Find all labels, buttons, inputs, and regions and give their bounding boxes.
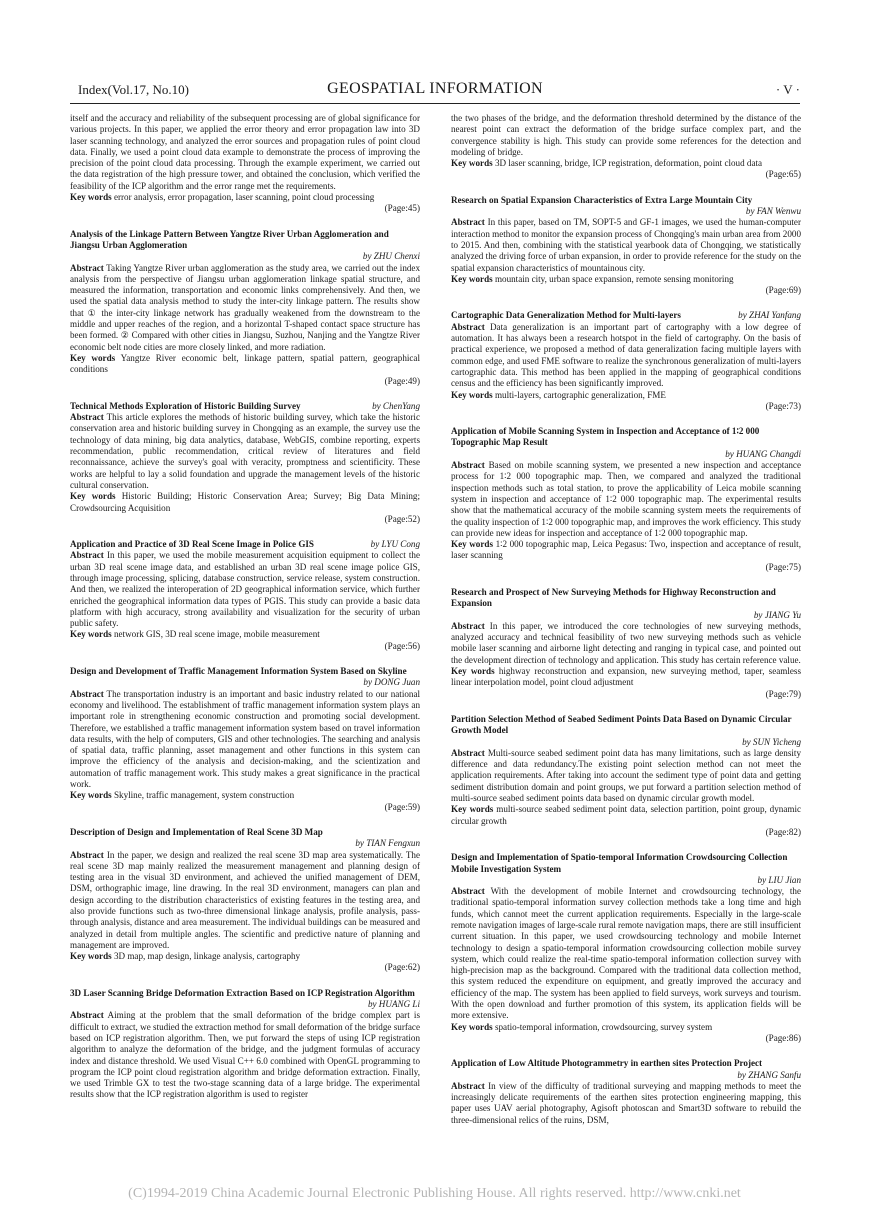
header-rule [70, 103, 800, 104]
article-entry [70, 229, 420, 387]
article-entry [451, 426, 801, 573]
keywords-label: Key words [70, 491, 116, 502]
article-entry [70, 827, 420, 974]
article-abstract: Abstract Taking Yangtze River urban agglomeration as the study area, we carried out the index analysis from the perspective of Jiangsu urban agglomeration linkage spatial structure, and measured the information, transportation and economic links comprehensively. And then, we used the spatial data analysis method to study the inter-city linkage pattern. The results show that ① the inter-city linkage network has gradually weakened from the downstream to the middle and upper reaches of the region, and a horizontal T-shaped contact space structure has been formed. ② Compared with other cities in Jiangsu, Suzhou, Nanjing and the Yangtze River economic belt node cities are more closely linked, and more radiation. [70, 262, 420, 352]
article-title: Design and Development of Traffic Management Information System Based on Skyline [70, 666, 407, 677]
article-keywords: Key words spatio-temporal information, crowdsourcing, survey system (Page:86) [451, 1021, 801, 1043]
page-ref: (Page:86) [765, 1032, 801, 1043]
keywords-label: Key words [451, 389, 493, 400]
article-title: Research and Prospect of New Surveying Methods for Highway Reconstruction and Expansion [451, 586, 776, 609]
article-title: Application of Low Altitude Photogrammetry in earthen sites Protection Project [451, 1058, 763, 1069]
article-keywords: Key words mountain city, urban space expansion, remote sensing monitoring (Page:69) [451, 273, 801, 296]
article-entry [70, 988, 420, 1101]
article-author: by ZHU Chenxi [362, 251, 420, 262]
article-keywords: Key words Yangtze River economic belt, linkage pattern, spatial pattern, geographical conditions (Page:49) [70, 352, 420, 386]
keywords-label: Key words [70, 790, 112, 801]
abstract-label: Abstract [451, 460, 485, 471]
article-entry [451, 1058, 801, 1126]
article-author: by ZHANG Sanfu [737, 1069, 801, 1080]
article-author: by HUANG Changdi [725, 448, 801, 459]
keywords-label: Key words [451, 1021, 493, 1032]
page-ref: (Page:69) [765, 285, 801, 296]
article-abstract: Abstract With the development of mobile Internet and crowdsourcing technology, the traditional spatio-temporal information survey collection methods take a long time and high funds, which cannot meet the current application requirements. Especially in the large-scale remote navigation images of large-scale rural remote navigation maps, there are still insufficient current situation. In this paper, we used crowdsourcing technology and mobile Internet technology to design a spatio-temporal information crowdsourcing collection mobile survey system, which could realize the real-time spatio-temporal information collection survey with high-precision map as the background. Compared with the traditional data collection method, this system reduced the expenditure on equipment, and greatly improved the accuracy and efficiency of the map. The system has been applied to field surveys, work surveys and tourism. With the open download and further promotion of this system, its application fields will be more extensive. [451, 886, 801, 1021]
article-author: by JIANG Yu [753, 609, 801, 620]
page-ref: (Page:82) [765, 826, 801, 837]
article-author: by ZHAI Yanfang [738, 310, 801, 321]
article-entry [451, 587, 801, 700]
volume-label: Index(Vol.17, No.10) [78, 82, 189, 97]
keywords-label: Key words [451, 804, 494, 815]
page-ref: (Page:45) [384, 203, 420, 214]
article-keywords: Key words network GIS, 3D real scene image, mobile measurement (Page:56) [70, 629, 420, 651]
article-title: Application and Practice of 3D Real Scene Image in Police GIS [70, 539, 314, 550]
page-ref: (Page:52) [384, 513, 420, 524]
article-title: Technical Methods Exploration of Historic Building Survey [70, 400, 301, 411]
page-ref: (Page:49) [384, 375, 420, 386]
keywords-label: Key words [451, 539, 493, 550]
keywords-text: error analysis, error propagation, laser scanning, point cloud processing [113, 192, 375, 203]
continued-keywords [70, 192, 420, 215]
article-keywords: Key words multi-layers, cartographic generalization, FME (Page:73) [451, 389, 801, 411]
page-ref: (Page:75) [765, 561, 801, 572]
article-abstract: Abstract Aiming at the problem that the small deformation of the bridge complex part is difficult to extract, we studied the extraction method for small deformation of the bridge surface based on ICP registration algorithm. Then, we put forward the steps of using ICP registration algorithm to analyze the deformation of the bridge, and the judgment formulas of accuracy index and distance threshold. We used Visual C++ 6.0 combined with OpenGL programming to program the ICP point cloud registration algorithm and bridge deformation extraction. Finally, we used Trimble GX to test the two-stage scanning data of a large bridge. The experimental results show that the ICP registration algorithm is used to register [70, 1010, 420, 1100]
article-title: Research on Spatial Expansion Characteristics of Extra Large Mountain City [451, 194, 753, 205]
article-title: Design and Implementation of Spatio-temporal Information Crowdsourcing Collection Mobile Investigation System [451, 852, 788, 874]
article-title: Description of Design and Implementation of Real Scene 3D Map [70, 826, 323, 837]
article-abstract: Abstract In this paper, we introduced the core technologies of new surveying methods, analyzed accuracy and technical feasibility of two new surveying methods such as vehicle mobile laser scanning and airborne light detecting and ranging in typical case, and pointed out the development direction of technology and application. This study has certain reference value. [451, 620, 801, 665]
article-title: Application of Mobile Scanning System in Inspection and Acceptance of 1∶2 000 Topographic Map Result [451, 426, 760, 448]
keywords-label: Key words [451, 158, 493, 169]
abstract-label: Abstract [70, 550, 104, 561]
article-keywords: Key words 1∶2 000 topographic map, Leica Pegasus: Two, inspection and acceptance of result, laser scanning (Page:75) [451, 539, 801, 572]
article-title: 3D Laser Scanning Bridge Deformation Extraction Based on ICP Registration Algorithm [70, 987, 415, 998]
article-abstract: Abstract Multi-source seabed sediment point data has many limitations, such as large density difference and data redundancy.The existing point selection method can not meet the application requirements. After taking into account the sediment type of point data and getting sediment distribution domain and point groups, we put forward a partition selection method of multi-source seabed sediment points data based on dynamic circular growth model. [451, 747, 801, 804]
continued-abstract: itself and the accuracy and reliability of the subsequent processing are of global significance for various projects. In this paper, we applied the error theory and error propagation law into 3D laser scanning technology, and analyzed the error sources and propagation rules of point cloud data. Finally, we used a point cloud data example to demonstrate the process of improving the precision of the point cloud data processing. Through the example experiment, we carried out the data registration of the high pressure tower, and obtained the conclusion, which verified the feasibility of the ICP algorithm and the error range met the requirements. [70, 113, 420, 191]
abstract-label: Abstract [70, 262, 104, 273]
abstract-label: Abstract [70, 1010, 104, 1021]
article-keywords: Key words Skyline, traffic management, system construction (Page:59) [70, 790, 420, 812]
keywords-label: Key words [451, 666, 495, 677]
article-abstract: Abstract This article explores the methods of historic building survey, which take the historic conservation area and historic building survey in Chongqing as an example, the survey use the technology of data mining, big data analytics, database, WebGIS, combine reporting, experts recommendation, public recommendation, critical review of literatures and field reconnaissance, achieve the survey's goal with veracity, promptness and scientificity. These works are helpful to lay a solid foundation and upgrade the management levels of the historic cultural conservation. [70, 412, 420, 490]
article-author: by ChenYang [372, 400, 420, 411]
article-entry [451, 310, 801, 412]
page-ref: (Page:62) [384, 962, 420, 973]
article-abstract: Abstract In the paper, we design and realized the real scene 3D map area systematically. The real scene 3D map mainly realized the measurement management and planning design of testing area in the visual 3D environment, and achieved the unified management of DEM, DSM, orthographic image, line drawing. In the real 3D environment, managers can plan and design according to the distribution characteristics of existing features in the testing area, and also provide functions such as two-three dimensional linkage analysis, profile analysis, pass-through analysis, distance and area measurement. The individual buildings can be measured and analyzed in detail from multiple angles. The scientific and predictive nature of planning and management are improved. [70, 849, 420, 950]
journal-title: GEOSPATIAL INFORMATION [327, 80, 543, 97]
article-entry [70, 539, 420, 652]
page-number: · V · [775, 82, 800, 97]
article-abstract: Abstract Data generalization is an important part of cartography with a low degree of automation. It has always been a research hotspot in the field of cartography. On the basis of practical experience, we proposed a method of data generalization facing multiple layers with common edge, and used FME software to realize the synchronous generalization of multi-layers cartographic data. This method has been applied in the mapping of geographical conditions census and the efficiency has been significantly improved. [451, 321, 802, 389]
article-keywords: Key words multi-source seabed sediment point data, selection partition, point group, dynamic circular growth (Page:82) [451, 804, 802, 837]
article-abstract: Abstract The transportation industry is an important and basic industry related to our national economy and livelihood. The establishment of traffic management information system plays an important role in strengthening economic construction and promoting social development. Therefore, we established a traffic management information system based on travel information data results, with the help of computers, GIS and other technologies. The searching and analysis of spatial data, traffic planning, asset management and other functions in this system can improve the efficiency of the analysis and decision-making, and the scientization and automation of traffic management work. This study makes a great significance in the practical work. [70, 688, 421, 790]
article-entry [451, 714, 801, 838]
article-abstract: Abstract In view of the difficulty of traditional surveying and mapping methods to meet the increasingly delicate requirements of the earthen sites protection engineering mapping, this paper uses UAV aerial photography, Agisoft photoscan and Smart3D software to rebuild the three-dimensional relics of the ruins, DSM, [451, 1080, 801, 1125]
article-author: by SUN Yicheng [742, 736, 801, 747]
article-keywords: Key words highway reconstruction and expansion, new surveying method, taper, seamless linear interpolation model, point cloud adjustment (Page:79) [451, 666, 801, 699]
abstract-label: Abstract [451, 1080, 485, 1091]
abstract-label: Abstract [451, 321, 485, 332]
abstract-label: Abstract [70, 849, 104, 860]
article-author: by LIU Jian [757, 874, 801, 885]
article-entry [70, 666, 420, 813]
page-ref: (Page:65) [765, 169, 801, 180]
article-keywords: Key words 3D map, map design, linkage analysis, cartography (Page:62) [70, 951, 420, 973]
left-column [70, 113, 420, 1101]
page-ref: (Page:56) [384, 640, 420, 651]
article-author: by HUANG Li [367, 999, 420, 1010]
article-abstract: Abstract In this paper, we used the mobile measurement acquisition equipment to collect the urban 3D real scene image data, and established an urban 3D real scene image police GIS, through image processing, splicing, database construction, service release, system construction. And then, we realized the interoperation of 2D geographical information service, which further enriched the geographical information data types of PGIS. This study can provide a basic data platform with high accuracy, strong availability and visualization for the security of urban public safety. [70, 550, 420, 629]
article-abstract: Abstract Based on mobile scanning system, we presented a new inspection and acceptance process for 1∶2 000 topographic map. Then, we compared and analyzed the traditional inspection methods such as total station, to prove the applicability of Leica mobile scanning system in inspection and acceptance of 1∶2 000 topographic map. The experimental results show that the mathematical accuracy of the mobile scanning system meets the requirements of the quality inspection of 1∶2 000 topographic map, and improves the work efficiency. This study can provide new ideas for inspection and acceptance of 1∶2 000 topographic map. [451, 460, 801, 538]
article-entry [451, 852, 801, 1044]
page-ref: (Page:73) [765, 400, 801, 411]
continued-keywords: Key words 3D laser scanning, bridge, ICP registration, deformation, point cloud data (Page:65) [451, 158, 801, 180]
article-abstract: Abstract In this paper, based on TM, SOPT-5 and GF-1 images, we used the human-computer interaction method to monitor the expansion process of Chongqing's main urban area from 2000 to 2015. And then, combining with the statistical yearbook data of Chongqing, we statistically analyzed the driving force of urban expansion, in order to provide reference for the study on the spatial expansion characteristics of mountainous city. [451, 217, 801, 273]
abstract-label: Abstract [451, 886, 485, 897]
right-column [451, 113, 801, 1126]
abstract-label: Abstract [70, 412, 104, 423]
keywords-label: Key words [70, 352, 116, 363]
abstract-label: Abstract [70, 688, 104, 699]
keywords-label: Key words [70, 629, 112, 640]
article-author: by FAN Wenwu [745, 206, 801, 217]
article-entry [70, 401, 420, 525]
article-title: Analysis of the Linkage Pattern Between Yangtze River Urban Agglomeration and Jiangsu Urban Agglomeration [70, 228, 389, 250]
keywords-label: Key words [451, 273, 493, 284]
article-entry [451, 195, 801, 297]
continued-abstract: the two phases of the bridge, and the deformation threshold determined by the distance of the nearest point can extract the deformation of the bridge surface complex part, and the convergence stability is high. This study can provide some references for the detection and modeling of bridge. [451, 113, 801, 157]
article-author: by DONG Juan [363, 677, 420, 688]
article-keywords: Key words Historic Building; Historic Conservation Area; Survey; Big Data Mining; Crowdsourcing Acquisition (Page:52) [70, 491, 420, 524]
abstract-label: Abstract [451, 217, 485, 228]
copyright-footer: (C)1994-2019 China Academic Journal Electronic Publishing House. All rights reserved. http://www.cnki.net [128, 1186, 741, 1201]
article-author: by TIAN Fengxun [355, 838, 420, 849]
article-title: Cartographic Data Generalization Method for Multi-layers [451, 310, 681, 321]
article-title: Partition Selection Method of Seabed Sediment Points Data Based on Dynamic Circular Growth Model [451, 713, 792, 736]
abstract-label: Abstract [451, 747, 485, 758]
keywords-label: Key words [70, 951, 112, 962]
page-ref: (Page:79) [765, 688, 801, 699]
article-author: by LYU Cong [370, 539, 420, 550]
keywords-label: Key words [70, 192, 112, 203]
page-ref: (Page:59) [384, 801, 420, 812]
abstract-label: Abstract [451, 620, 485, 631]
